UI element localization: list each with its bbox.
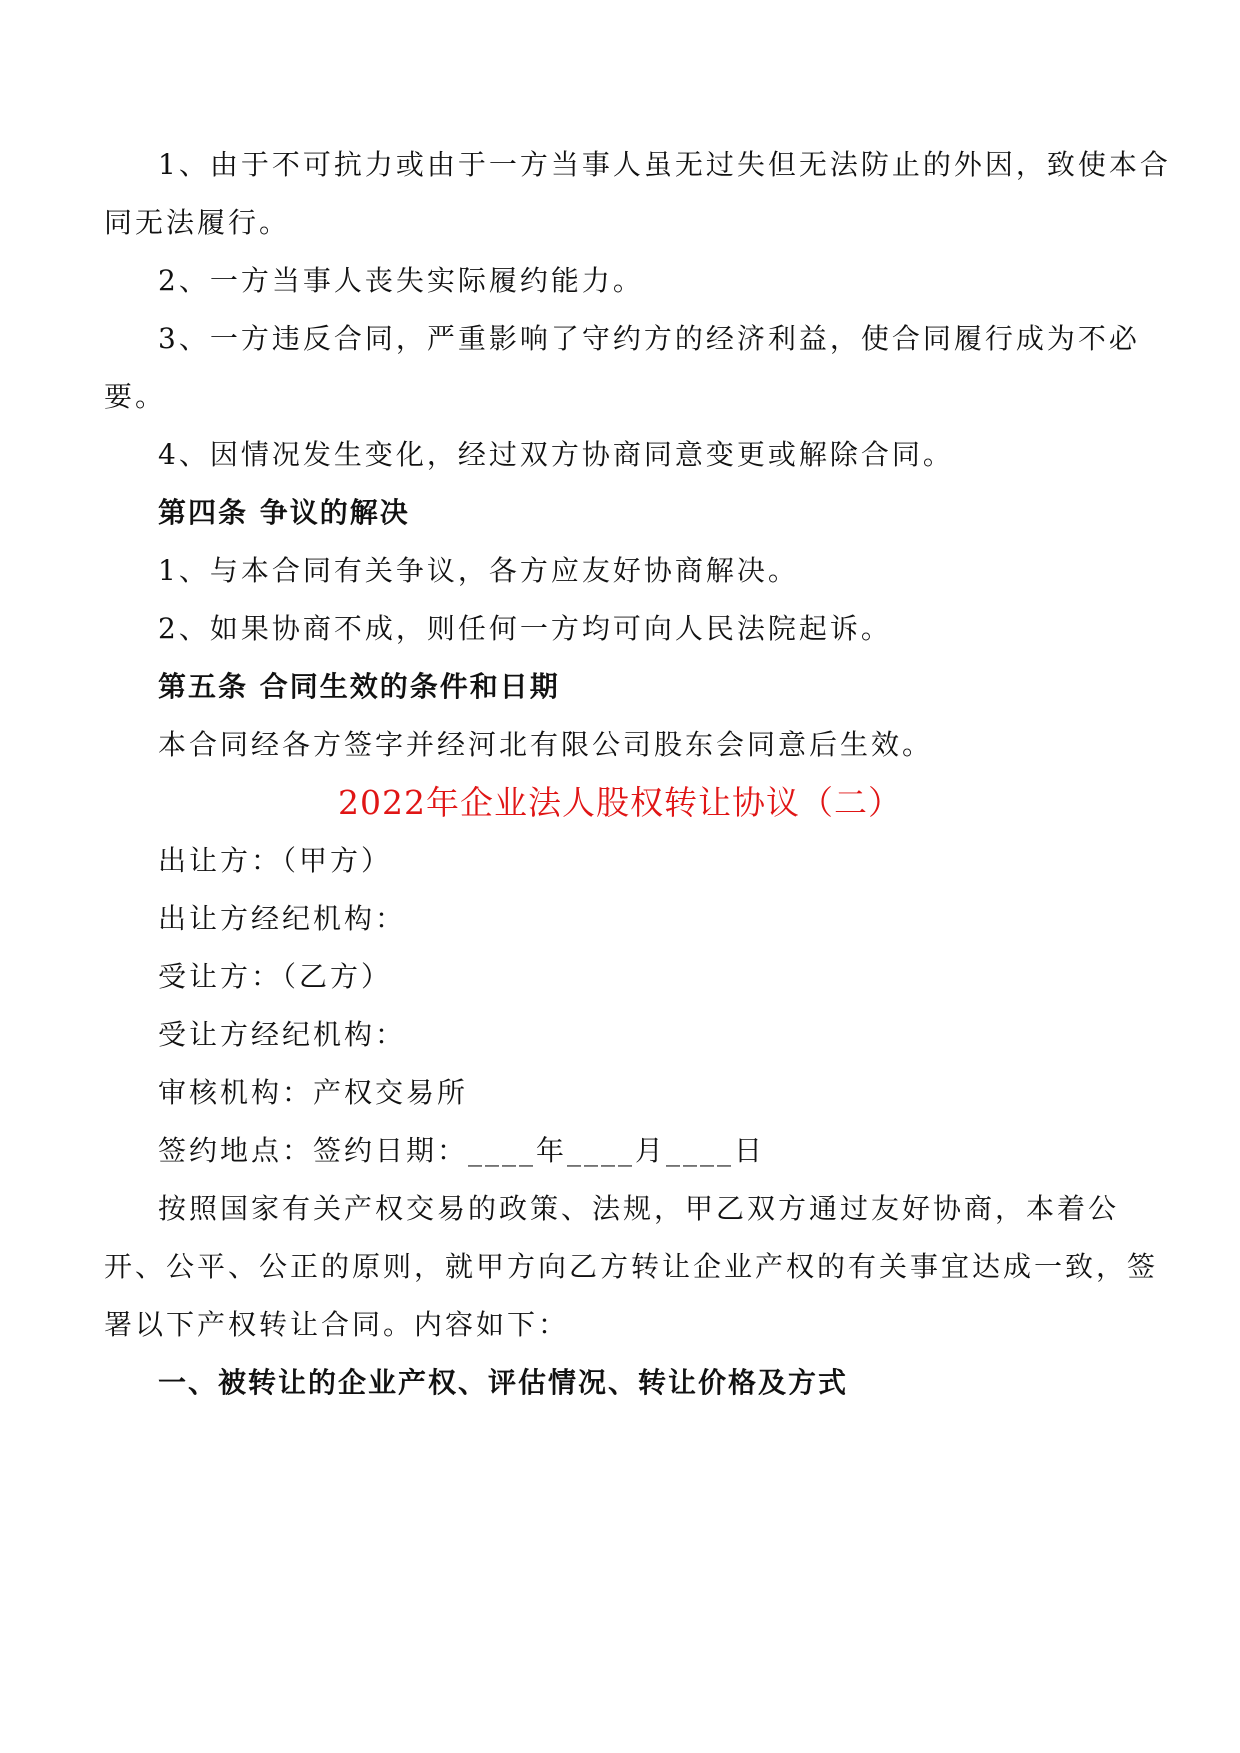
- transferee-agency-field: 受让方经纪机构：: [158, 1018, 407, 1051]
- article-4-heading: 第四条 争议的解决: [158, 496, 410, 529]
- preamble-line-1: 按照国家有关产权交易的政策、法规，甲乙双方通过友好协商，本着公: [158, 1192, 1120, 1225]
- transferee-field: 受让方：（乙方）: [158, 960, 393, 993]
- clause-3-item-4: 4、因情况发生变化，经过双方协商同意变更或解除合同。: [158, 438, 954, 471]
- document-title: 2022年企业法人股权转让协议（二）: [338, 783, 902, 822]
- transferor-field: 出让方：（甲方）: [158, 844, 393, 877]
- preamble-line-3: 署以下产权转让合同。内容如下：: [104, 1308, 570, 1341]
- review-agency-field: 审核机构：产权交易所: [158, 1076, 469, 1109]
- clause-3-item-2: 2、一方当事人丧失实际履约能力。: [158, 264, 644, 297]
- transferor-agency-field: 出让方经纪机构：: [158, 902, 407, 935]
- article-5-text: 本合同经各方签字并经河北有限公司股东会同意后生效。: [158, 728, 934, 761]
- clause-3-item-1-line-1: 1、由于不可抗力或由于一方当事人虽无过失但无法防止的外因，致使本合: [158, 148, 1171, 181]
- section-1-heading: 一、被转让的企业产权、评估情况、转让价格及方式: [158, 1366, 849, 1399]
- clause-3-item-3-line-1: 3、一方违反合同，严重影响了守约方的经济利益，使合同履行成为不必: [158, 322, 1140, 355]
- clause-3-item-3-line-2: 要。: [104, 380, 167, 413]
- article-5-heading: 第五条 合同生效的条件和日期: [158, 670, 560, 703]
- article-4-item-1: 1、与本合同有关争议，各方应友好协商解决。: [158, 554, 799, 587]
- article-4-item-2: 2、如果协商不成，则任何一方均可向人民法院起诉。: [158, 612, 892, 645]
- preamble-line-2: 开、公平、公正的原则，就甲方向乙方转让企业产权的有关事宜达成一致，签: [104, 1250, 1159, 1283]
- signing-place-date-field: 签约地点：签约日期：____年____月____日: [158, 1134, 766, 1167]
- clause-3-item-1-line-2: 同无法履行。: [104, 206, 291, 239]
